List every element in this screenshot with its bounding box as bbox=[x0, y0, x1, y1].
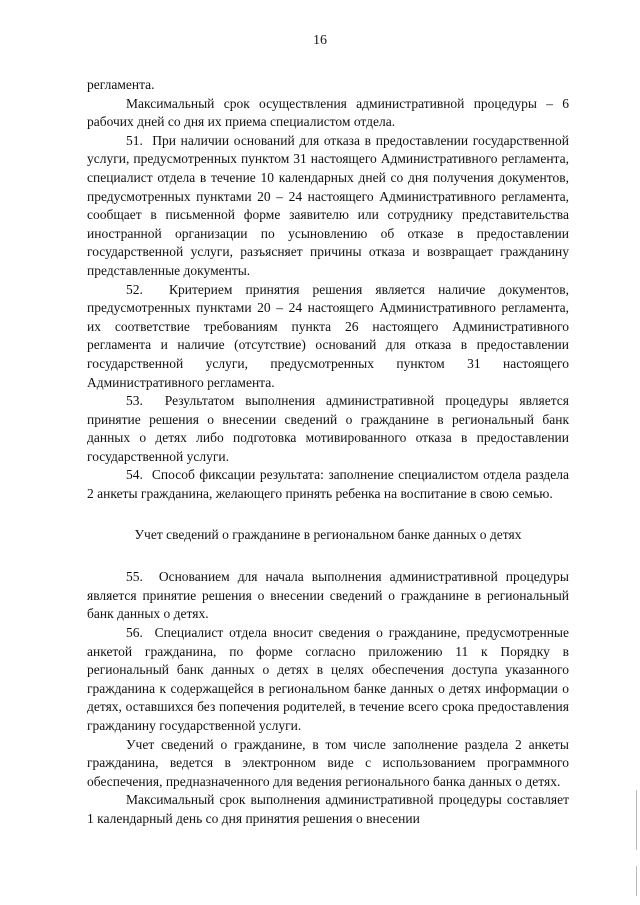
paragraph-51: 51. При наличии оснований для отказа в предоставлении государственной услуги, предусмотренных пунктом 31 настоящего Административного регламента, специалист отдела в течение 10 календарных дней со дня получения документов, предусмотренных пунктами 20 – 24 настоящего Административного регламента, сообщает в письменной форме заявителю или сотруднику представительства иностранной организации по усыновлению об отказе в предоставлении государственной услуги, разъясняет причины отказа и возвращает гражданину представленные документы. bbox=[87, 132, 569, 278]
paragraph-56: 56. Специалист отдела вносит сведения о гражданине, предусмотренные анкетой гражданина, по форме согласно приложению 11 к Порядку в региональный банк данных о детях в целях обеспечения доступа указанного гражданина к содержащейся в региональном банке данных о детях информации о детях, оставшихся без попечения родителей, в течение всего срока предоставления гражданину государственной услуги. bbox=[87, 625, 569, 733]
paragraph-electronic-record: Учет сведений о гражданине, в том числе заполнение раздела 2 анкеты гражданина, ведется в электронном виде с использованием программного обеспечения, предназначенного для ведения регионального банка данных о детях. bbox=[87, 736, 569, 789]
paragraph-52: 52. Критерием принятия решения является наличие документов, предусмотренных пунктами 20 – 24 настоящего Административного регламента, их соответствие требованиям пункта 26 настоящего Административного регламента и наличие (отсутствие) оснований для отказа в предоставлении государственной услуги, предусмотренных пунктом 31 настоящего Административного регламента. bbox=[87, 281, 569, 390]
section-heading: Учет сведений о гражданине в региональном банке данных о детях bbox=[134, 526, 522, 542]
paragraph-54: 54. Способ фиксации результата: заполнение специалистом отдела раздела 2 анкеты гражданина, желающего принять ребенка на воспитание в свою семью. bbox=[87, 467, 569, 502]
scan-edge-mark bbox=[636, 790, 637, 850]
paragraph-55: 55. Основанием для начала выполнения административной процедуры является принятие решения о внесении сведений о гражданине в региональный банк данных о детях. bbox=[87, 569, 569, 622]
paragraph-53: 53. Результатом выполнения административной процедуры является принятие решения о внесении сведений о гражданине в региональный банк данных о детях либо подготовка мотивированного отказа в предоставлении государственной услуги. bbox=[87, 393, 569, 464]
page-number: 16 bbox=[313, 33, 327, 48]
document-body bbox=[87, 76, 569, 829]
paragraph-max-term: Максимальный срок осуществления административной процедуры – 6 рабочих дней со дня их приема специалистом отдела. bbox=[87, 95, 569, 130]
scan-edge-mark bbox=[636, 866, 637, 896]
paragraph-max-term-2: Максимальный срок выполнения административной процедуры составляет 1 календарный день со дня принятия решения о внесении bbox=[87, 792, 569, 826]
paragraph-continuation: регламента. bbox=[87, 77, 155, 92]
